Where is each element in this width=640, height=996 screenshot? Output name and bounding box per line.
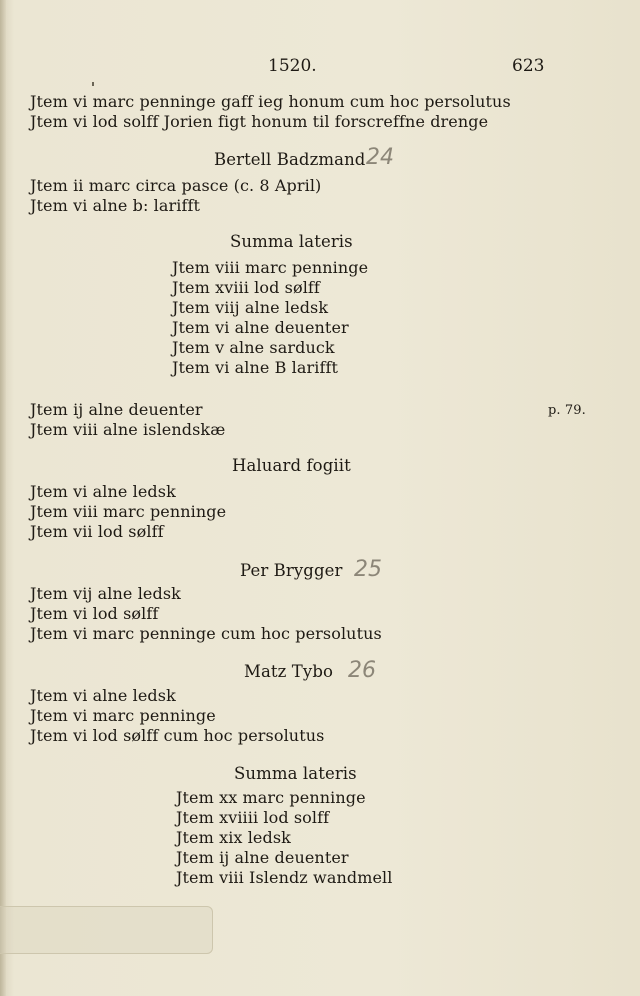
section-heading-bertell: Bertell Badzmand	[214, 150, 366, 169]
entry-line: Jtem vij alne ledsk	[30, 584, 181, 603]
entry-line: Jtem ii marc circa pasce (c. 8 April)	[30, 176, 322, 195]
entry-line: Jtem vi marc penninge gaff ieg honum cum hoc persolutus	[30, 92, 511, 111]
header-year: 1520.	[268, 56, 317, 76]
entry-line: Jtem vi marc penninge cum hoc persolutus	[30, 624, 382, 643]
section-heading-per: Per Brygger	[240, 561, 343, 580]
summa-line: Jtem xix ledsk	[176, 828, 291, 847]
entry-line: Jtem vii lod sølff	[30, 522, 164, 541]
section-heading-haluard: Haluard fogiit	[232, 456, 351, 475]
summa-line: Jtem vi alne B larifft	[172, 358, 339, 377]
handwritten-annotation: 26	[348, 658, 376, 683]
entry-line: Jtem vi alne ledsk	[30, 482, 176, 501]
summa-line: Jtem xviiii lod solff	[176, 808, 330, 827]
page-header	[0, 56, 640, 80]
summa-line: Jtem v alne sarduck	[172, 338, 335, 357]
summa-line: Jtem viij alne ledsk	[172, 298, 329, 317]
entry-line: Jtem vi lod sølff cum hoc persolutus	[30, 726, 325, 745]
section-heading-matz: Matz Tybo	[244, 662, 334, 681]
entry-line: Jtem viii alne islendskæ	[30, 420, 226, 439]
summa-heading: Summa lateris	[234, 764, 357, 783]
summa-line: Jtem xviii lod sølff	[172, 278, 320, 297]
entry-line: Jtem vi lod sølff	[30, 604, 159, 623]
page-spine-shadow	[0, 0, 6, 996]
header-page-number: 623	[512, 56, 545, 76]
entry-line: Jtem vi marc penninge	[30, 706, 216, 725]
summa-line: Jtem vi alne deuenter	[172, 318, 349, 337]
entry-line: Jtem vi alne b: larifft	[30, 196, 201, 215]
summa-line: Jtem viii Islendz wandmell	[176, 868, 393, 887]
paper-stain	[0, 906, 213, 954]
summa-line: Jtem xx marc penninge	[176, 788, 366, 807]
entry-line: Jtem vi alne ledsk	[30, 686, 176, 705]
ink-mark	[92, 82, 94, 86]
margin-reference: p. 79.	[548, 403, 586, 418]
entry-line: Jtem ij alne deuenter	[30, 400, 203, 419]
summa-line: Jtem ij alne deuenter	[176, 848, 349, 867]
summa-line: Jtem viii marc penninge	[172, 258, 369, 277]
summa-heading: Summa lateris	[230, 232, 353, 251]
handwritten-annotation: 24	[366, 145, 394, 170]
entry-line: Jtem viii marc penninge	[30, 502, 227, 521]
entry-line: Jtem vi lod solff Jorien figt honum til forscreffne drenge	[30, 112, 489, 131]
handwritten-annotation: 25	[354, 557, 382, 582]
